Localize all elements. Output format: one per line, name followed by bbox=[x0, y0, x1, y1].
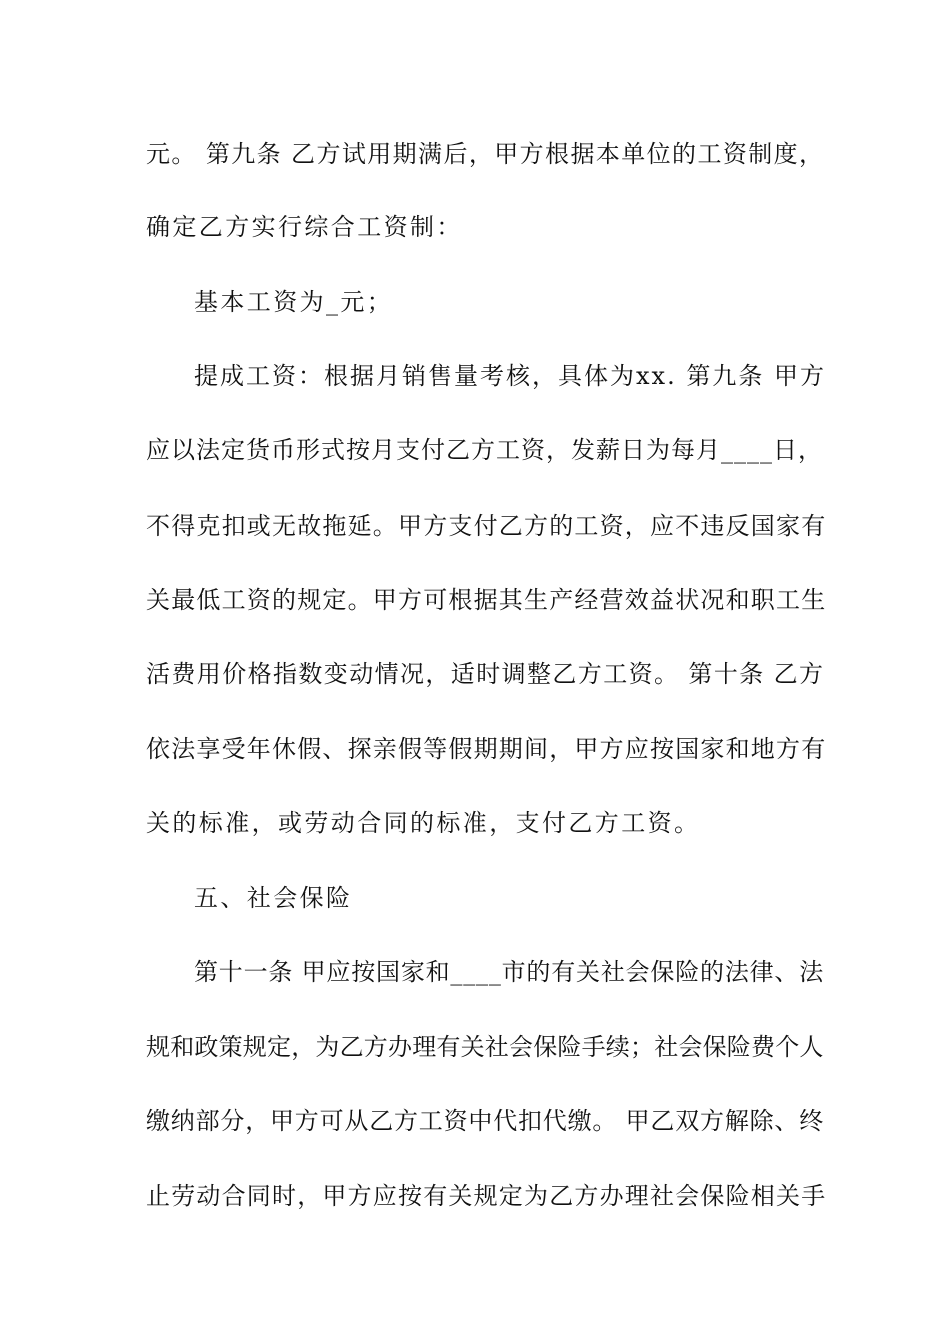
paragraph-line: 基本工资为_元； bbox=[194, 288, 394, 316]
paragraph-line: 第十一条 甲应按国家和____市的有关社会保险的法律、法 bbox=[194, 958, 825, 986]
paragraph-line: 应以法定货币形式按月支付乙方工资，发薪日为每月____日， bbox=[146, 436, 823, 464]
paragraph-line: 元。 第九条 乙方试用期满后，甲方根据本单位的工资制度， bbox=[146, 140, 825, 168]
paragraph-line: 关最低工资的规定。甲方可根据其生产经营效益状况和职工生 bbox=[146, 586, 827, 614]
paragraph-line: 确定乙方实行综合工资制： bbox=[146, 213, 463, 241]
paragraph-line: 规和政策规定，为乙方办理有关社会保险手续；社会保险费个人 bbox=[146, 1033, 824, 1061]
paragraph-line: 提成工资：根据月销售量考核，具体为xx. 第九条 甲方 bbox=[194, 362, 826, 390]
paragraph-line: 依法享受年休假、探亲假等假期期间，甲方应按国家和地方有 bbox=[146, 735, 827, 763]
paragraph-line: 缴纳部分，甲方可从乙方工资中代扣代缴。 甲乙双方解除、终 bbox=[146, 1107, 825, 1135]
paragraph-line: 关的标准，或劳动合同的标准，支付乙方工资。 bbox=[146, 809, 701, 837]
paragraph-line: 活费用价格指数变动情况，适时调整乙方工资。 第十条 乙方 bbox=[146, 660, 825, 688]
paragraph-line: 不得克扣或无故拖延。甲方支付乙方的工资，应不违反国家有 bbox=[146, 512, 827, 540]
section-heading: 五、社会保险 bbox=[194, 884, 353, 912]
paragraph-line: 止劳动合同时，甲方应按有关规定为乙方办理社会保险相关手 bbox=[146, 1182, 827, 1210]
